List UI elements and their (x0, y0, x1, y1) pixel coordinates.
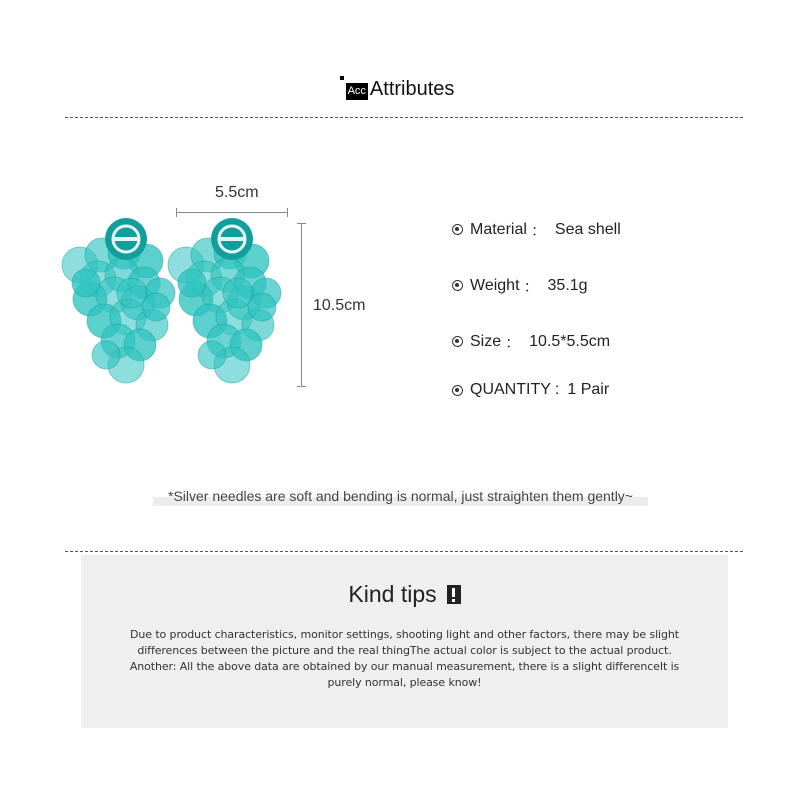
earrings-image (60, 175, 390, 405)
spec-key: QUANTITY (470, 381, 551, 398)
header-tag: Acc (346, 83, 368, 100)
shell-disc (198, 341, 226, 369)
tag-dot (340, 76, 344, 80)
spec-key: Size (470, 332, 502, 350)
spec-quantity (452, 381, 609, 399)
bullet-icon (452, 280, 463, 291)
shell-disc (223, 278, 253, 308)
tips-title: Kind tips (348, 581, 437, 607)
spec-separator: ： (523, 279, 540, 296)
width-dimension-label: 5.5cm (215, 184, 259, 201)
tips-line: purely normal, please know! (327, 676, 482, 689)
right-earring (168, 218, 281, 383)
spec-separator: ： (505, 335, 522, 352)
spec-value: 1 Pair (567, 381, 610, 398)
shell-disc (92, 341, 120, 369)
spec-value: Sea shell (554, 220, 621, 238)
header-inner (346, 78, 455, 100)
tips-line: Due to product characteristics, monitor settings, shooting light and other factors, there may be slight (130, 628, 679, 641)
spec-separator: : (554, 381, 560, 398)
shell-disc (178, 269, 206, 297)
exclamation-icon (447, 585, 461, 604)
tips-line: differences between the picture and the real thingThe actual color is subject to the actual product. (137, 644, 672, 657)
tips-line: Another: All the above data are obtained by our manual measurement, there is a slight differenceIt is (129, 660, 680, 673)
top-divider (65, 117, 743, 118)
spec-separator: ： (530, 223, 547, 240)
stud-bar (218, 237, 246, 241)
care-note: *Silver needles are soft and bending is normal, just straighten them gently~ (153, 486, 648, 506)
spec-size (452, 330, 610, 353)
shell-disc (117, 278, 147, 308)
width-dimension-line (176, 212, 288, 213)
kind-tips-panel (81, 555, 728, 728)
left-earring (62, 218, 175, 383)
bullet-icon (452, 385, 463, 396)
tips-text (111, 627, 698, 691)
spec-value: 10.5*5.5cm (529, 332, 611, 350)
spec-key: Weight (470, 276, 520, 294)
section-header (0, 78, 800, 100)
section-title: Attributes (369, 78, 455, 100)
bullet-icon (452, 336, 463, 347)
bottom-divider (65, 551, 743, 552)
spec-value: 35.1g (547, 276, 588, 294)
height-dimension-label: 10.5cm (313, 297, 366, 314)
shell-disc (72, 269, 100, 297)
stud-bar (112, 237, 140, 241)
spec-material (452, 218, 621, 241)
height-dimension-line (301, 223, 302, 387)
spec-weight (452, 274, 588, 297)
bullet-icon (452, 224, 463, 235)
spec-key: Material (470, 220, 527, 238)
tips-heading (81, 581, 728, 608)
